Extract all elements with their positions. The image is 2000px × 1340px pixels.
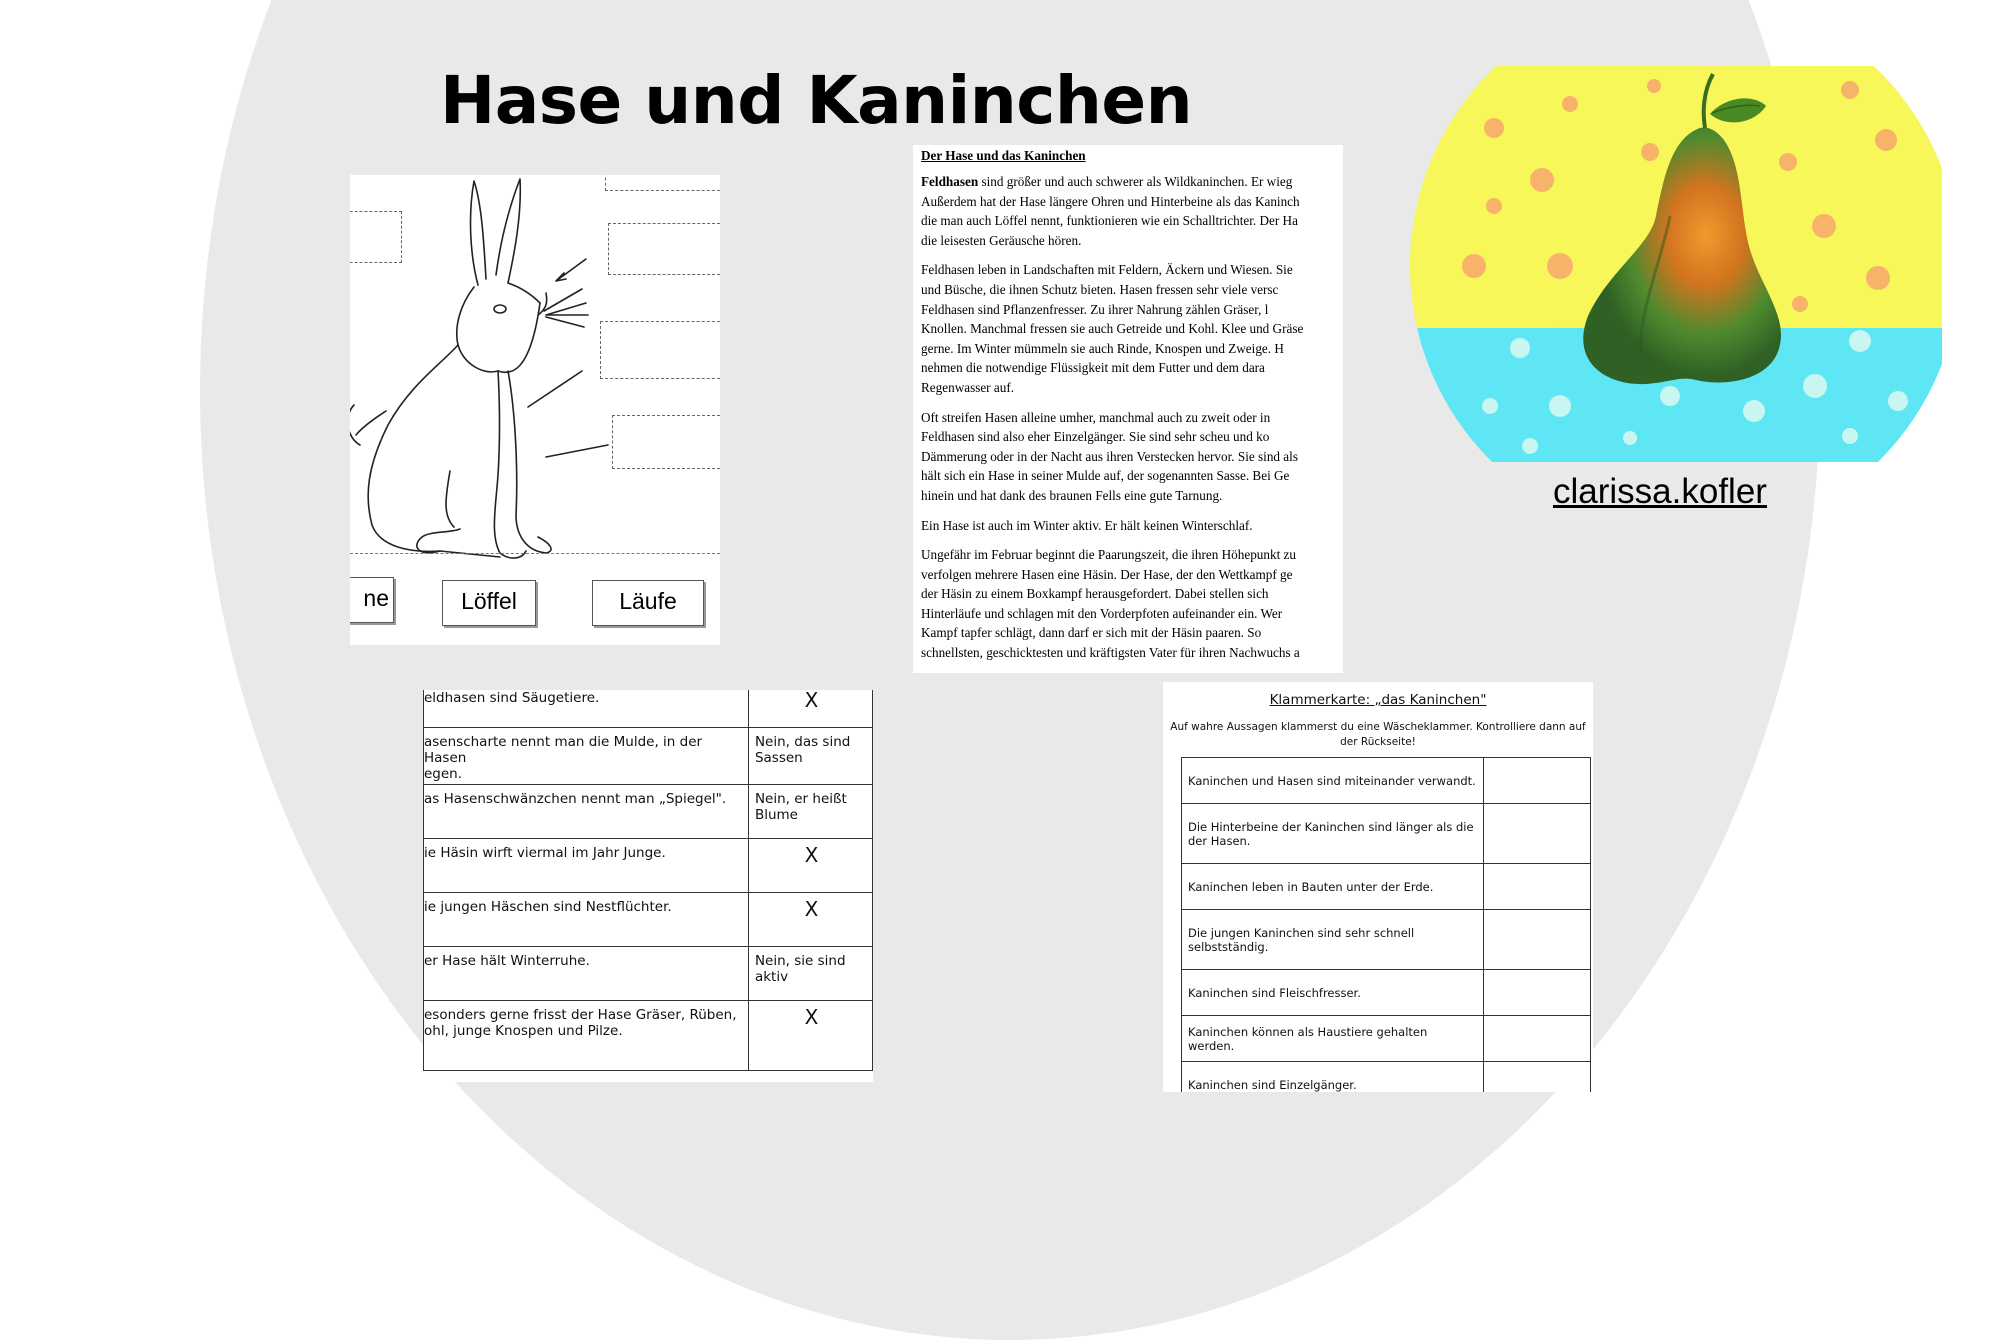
table-row [424,728,873,785]
table-row [424,690,873,728]
clip-box-cell [1483,970,1590,1016]
paragraph-5: Ungefähr im Februar beginnt die Paarungszeit, die ihren Höhepunkt zu verfolgen mehrere Hasen eine Häsin. Der Hase, der den Wettkampf ge der Häsin zu einem Boxkampf herausgefordert. Dabei stellen sich Hinterläufe und schlagen mit den Vorderpfoten aufeinander ein. Wer Kampf tapfer schlägt, dann darf er sich mit der Häsin paaren. So schnellsten, geschicktesten und kräftigsten Vater für ihren Nachwuchs a [921,547,1300,661]
statement-cell: Die Hinterbeine der Kaninchen sind länger als die der Hasen. [1182,804,1484,864]
true-false-table [423,690,873,1082]
table-row [424,947,873,1001]
statement-cell: Kaninchen können als Haustiere gehalten werden. [1182,1016,1484,1062]
statement-cell: Kaninchen und Hasen sind miteinander verwandt. [1182,758,1484,804]
answer-cell: X [748,839,872,893]
answer-cell: Nein, das sind Sassen [748,728,872,785]
clip-card-title: Klammerkarte: „das Kaninchen" [1269,692,1487,708]
paragraph-3: Oft streifen Hasen alleine umher, manchmal auch zu zweit oder in Feldhasen sind also eher Einzelgänger. Sie sind sehr scheu und ko Dämmerung oder in der Nacht aus ihren Verstecken hervor. Sie sind als hält sich ein Hase in seiner Mulde auf, der sogenannten Sasse. Bei Ge hinein und hat dank des braunen Fells eine gute Tarnung. [921,409,1298,503]
clip-box-cell [1483,910,1590,970]
table-row [1182,864,1591,910]
table-row [1182,758,1591,804]
statement-cell: as Hasenschwänzchen nennt man „Spiegel". [424,785,749,839]
statement-cell: Kaninchen leben in Bauten unter der Erde. [1182,864,1484,910]
dashed-divider [350,553,720,554]
statement-cell: Die jungen Kaninchen sind sehr schnell selbstständig. [1182,910,1484,970]
paragraph-1: Feldhasen sind größer und auch schwerer als Wildkaninchen. Er wieg Außerdem hat der Hase längere Ohren und Hinterbeine als das Kaninch die man auch Löffel nennt, funktionieren wie ein Schalltrichter. Der Ha die leisesten Geräusche hören. [921,174,1300,248]
clip-box-cell [1483,1016,1590,1062]
statement-cell: Kaninchen sind Einzelgänger. [1182,1062,1484,1093]
answer-cell: Nein, er heißt Blume [748,785,872,839]
label-card-1: ne [350,577,394,623]
statement-cell: Kaninchen sind Fleischfresser. [1182,970,1484,1016]
statement-cell: esonders gerne frisst der Hase Gräser, Rüben, ohl, junge Knospen und Pilze. [424,1001,749,1071]
statement-cell: asenscharte nennt man die Mulde, in der Hasen egen. [424,728,749,785]
page-title: Hase und Kaninchen [440,62,1193,139]
label-card-3: Läufe [592,580,704,626]
rabbit-drawing [350,175,720,645]
clip-card-instruction: Auf wahre Aussagen klammerst du eine Wäscheklammer. Kontrolliere dann auf der Rückseite! [1170,721,1586,748]
statement-cell: ie Häsin wirft viermal im Jahr Junge. [424,839,749,893]
paragraph-4: Ein Hase ist auch im Winter aktiv. Er hält keinen Winterschlaf. [921,517,1253,533]
statement-cell: ie jungen Häschen sind Nestflüchter. [424,893,749,947]
table-row [424,839,873,893]
table-row [1182,804,1591,864]
table-row [424,785,873,839]
table-row [1182,910,1591,970]
statement-cell: eldhasen sind Säugetiere. [424,690,749,728]
author-credit-link[interactable]: clarissa.kofler [1553,472,1767,511]
label-card-2: Löffel [442,580,536,626]
bold-term: Feldhasen [921,174,979,189]
table-row [424,1001,873,1071]
rabbit-labeling-worksheet [350,175,720,645]
clip-box-cell [1483,758,1590,804]
clip-box-cell [1483,804,1590,864]
answer-cell: X [748,690,872,728]
statement-cell: er Hase hält Winterruhe. [424,947,749,1001]
answer-cell: X [748,893,872,947]
table-row [1182,1016,1591,1062]
table-row [1182,1062,1591,1093]
pear-painting [1410,66,1942,462]
clip-card-worksheet [1163,682,1593,1092]
clip-box-cell [1483,864,1590,910]
answer-cell: X [748,1001,872,1071]
table-row [1182,970,1591,1016]
clip-box-cell [1483,1062,1590,1093]
paragraph-2: Feldhasen leben in Landschaften mit Feldern, Äckern und Wiesen. Sie und Büsche, die ihnen Schutz bieten. Hasen fressen sehr viele versc Feldhasen sind Pflanzenfresser. Zu ihrer Nahrung zählen Gräser, l Knollen. Manchmal fressen sie auch Getreide und Kohl. Klee und Gräse gerne. Im Winter mümmeln sie auch Rinde, Knospen und Zweige. H nehmen die notwendige Flüssigkeit mit dem Futter und dem dara Regenwasser auf. [921,262,1304,395]
text-document [913,145,1343,673]
table-row [424,893,873,947]
pear-artwork [1410,66,1942,462]
answer-cell: Nein, sie sind aktiv [748,947,872,1001]
document-title: Der Hase und das Kaninchen [921,148,1086,163]
